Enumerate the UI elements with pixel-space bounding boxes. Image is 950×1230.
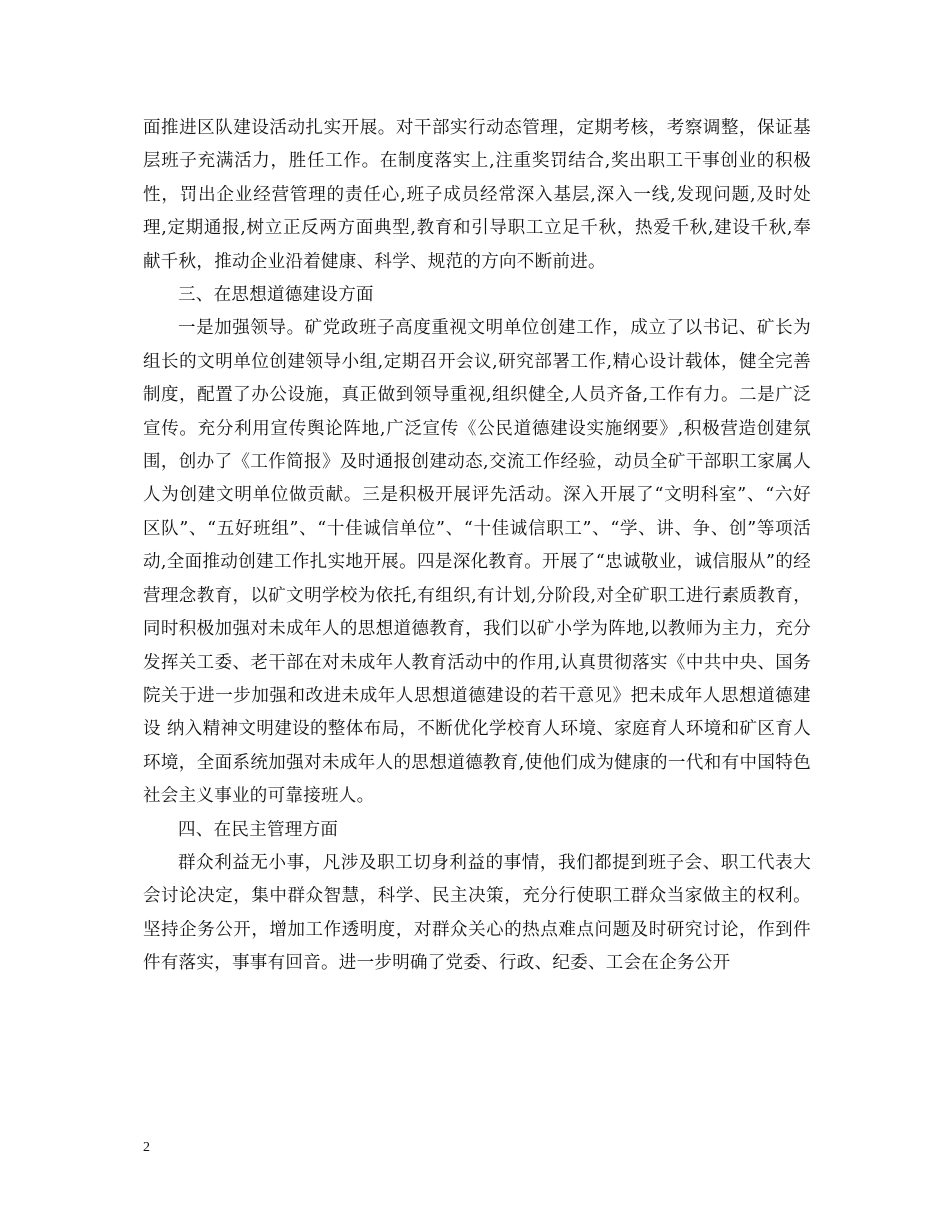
page-number: 2 bbox=[143, 1140, 150, 1155]
paragraph-district-team-building: 面推进区队建设活动扎实开展。对干部实行动态管理，定期考核，考察调整，保证基层班子充满活力，胜任工作。在制度落实上,注重奖罚结合,奖出职工干事创业的积极性，罚出企业经营管理的责任心,班子成员经常深入基层,深入一线,发现问题,及时处理,定期通报,树立正反两方面典型,教育和引导职工立足千秋，热爱千秋,建设千秋,奉献千秋，推动企业沿着健康、科学、规范的方向不断前进。 bbox=[143, 118, 811, 272]
paragraph-moral-construction: 一是加强领导。矿党政班子高度重视文明单位创建工作，成立了以书记、矿长为组长的文明单位创建领导小组,定期召开会议,研究部署工作,精心设计载体，健全完善制度，配置了办公设施，真正做到领导重视,组织健全,人员齐备,工作有力。二是广泛宣传。充分利用宣传舆论阵地,广泛宣传《公民道德建设实施纲要》,积极营造创建氛围，创办了《工作简报》及时通报创建动态,交流工作经验，动员全矿干部职工家属人人为创建文明单位做贡献。三是积极开展评先活动。深入开展了“文明科室”、“六好区队”、“五好班组”、“十佳诚信单位”、“十佳诚信职工”、“学、讲、争、创”等项活动,全面推动创建工作扎实地开展。四是深化教育。开展了“忠诚敬业，诚信服从”的经营理念教育，以矿文明学校为依托,有组织,有计划,分阶段,对全矿职工进行素质教育，同时积极加强对未成年人的思想道德教育，我们以矿小学为阵地,以教师为主力，充分发挥关工委、老干部在对未成年人教育活动中的作用,认真贯彻落实《中共中央、国务院关于进一步加强和改进未成年人思想道德建设的若干意见》把未成年人思想道德建设 纳入精神文明建设的整体布局，不断优化学校育人环境、家庭育人环境和矿区育人环境，全面系统加强对未成年人的思想道德教育,使他们成为健康的一代和有中国特色社会主义事业的可靠接班人。 bbox=[143, 318, 811, 807]
section-heading-moral-construction: 三、在思想道德建设方面 bbox=[178, 285, 374, 306]
document-body bbox=[143, 112, 811, 981]
paragraph-democratic-management: 群众利益无小事，凡涉及职工切身利益的事情，我们都提到班子会、职工代表大会讨论决定，集中群众智慧，科学、民主决策，充分行使职工群众当家做主的权利。坚持企务公开，增加工作透明度，对群众关心的热点难点问题及时研究讨论，作到件件有落实，事事有回音。进一步明确了党委、行政、纪委、工会在企务公开 bbox=[143, 852, 811, 974]
section-heading-democratic-management: 四、在民主管理方面 bbox=[178, 819, 339, 840]
